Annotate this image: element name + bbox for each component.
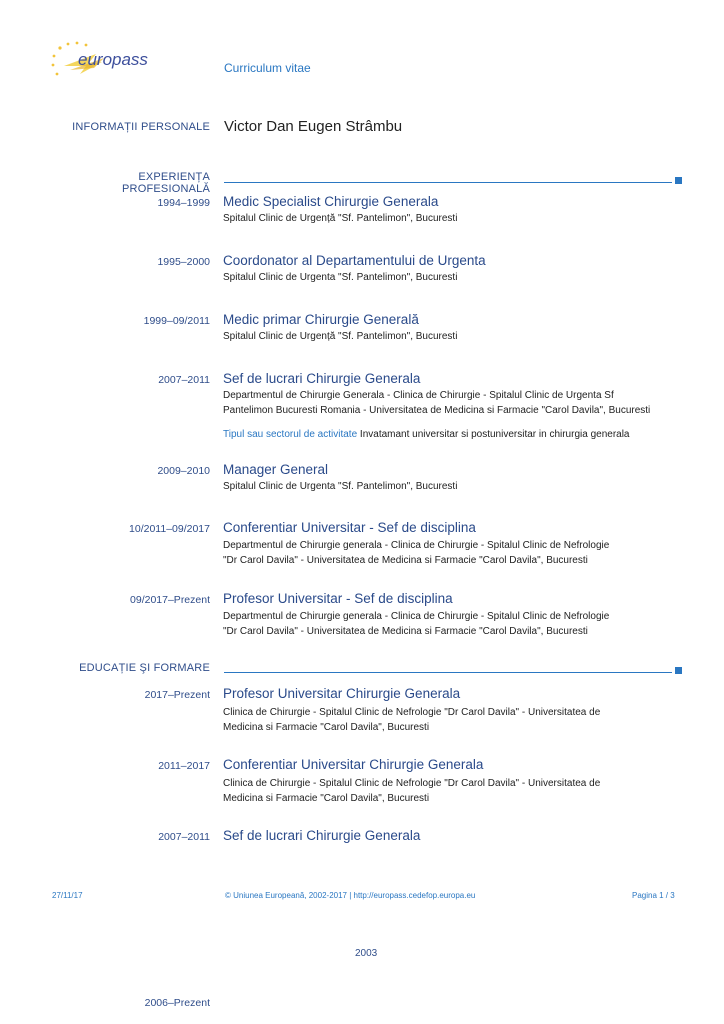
- experience-title: Conferentiar Universitar - Sef de disciplina: [223, 520, 476, 535]
- experience-date: 1994–1999: [157, 197, 210, 209]
- experience-date: 2009–2010: [157, 465, 210, 477]
- education-institution-line: Clinica de Chirurgie - Spitalul Clinic de Nefrologie "Dr Carol Davila" - Universitatea de: [223, 707, 601, 718]
- education-title: Sef de lucrari Chirurgie Generala: [223, 828, 421, 843]
- next-page-year: 2003: [355, 948, 378, 959]
- education-institution-line: Medicina si Farmacie "Carol Davila", Bucuresti: [223, 722, 430, 733]
- footer-date: 27/11/17: [52, 891, 83, 900]
- person-name: Victor Dan Eugen Strâmbu: [224, 118, 403, 135]
- experience-sector: [223, 427, 703, 442]
- footer-page-number: Pagina 1 / 3: [632, 891, 675, 900]
- experience-employer: Spitalul Clinic de Urgență "Sf. Pantelimon", Bucuresti: [223, 213, 458, 224]
- experience-title: Medic primar Chirurgie Generală: [223, 312, 419, 327]
- personal-info-label: INFORMAȚII PERSONALE: [72, 121, 210, 133]
- experience-employer: Spitalul Clinic de Urgență "Sf. Pantelimon", Bucuresti: [223, 331, 458, 342]
- experience-employer: Spitalul Clinic de Urgenta "Sf. Pantelimon", Bucuresti: [223, 481, 458, 492]
- education-date: 2011–2017: [158, 760, 210, 772]
- document-title: Curriculum vitae: [224, 61, 311, 75]
- footer-copyright[interactable]: © Uniunea Europeană, 2002-2017 | http://europass.cedefop.europa.eu: [225, 891, 476, 900]
- experience-divider-square: [675, 177, 682, 184]
- education-date: 2007–2011: [158, 831, 210, 843]
- experience-date: 1999–09/2011: [143, 315, 210, 327]
- experience-title: Coordonator al Departamentului de Urgenta: [223, 253, 486, 268]
- education-institution-line: Clinica de Chirurgie - Spitalul Clinic de Nefrologie "Dr Carol Davila" - Universitatea de: [223, 778, 601, 789]
- experience-date: 09/2017–Prezent: [130, 594, 210, 606]
- experience-employer-line: Departmentul de Chirurgie generala - Clinica de Chirurgie - Spitalul Clinic de Nefrologie: [223, 611, 610, 622]
- experience-employer: Spitalul Clinic de Urgenta "Sf. Pantelimon", Bucuresti: [223, 272, 458, 283]
- education-date: 2017–Prezent: [144, 689, 210, 701]
- education-institution-line: Medicina si Farmacie "Carol Davila", Bucuresti: [223, 793, 430, 804]
- experience-title: Sef de lucrari Chirurgie Generala: [223, 371, 421, 386]
- next-page-date: 2006–Prezent: [144, 997, 210, 1009]
- experience-date: 1995–2000: [157, 256, 210, 268]
- education-divider: [224, 672, 672, 673]
- experience-title: Medic Specialist Chirurgie Generala: [223, 194, 439, 209]
- education-title: Conferentiar Universitar Chirurgie Generala: [223, 757, 484, 772]
- experience-employer-line: Departmentul de Chirurgie Generala - Clinica de Chirurgie - Spitalul Clinic de Urgenta Sf: [223, 390, 614, 401]
- experience-section-label: EXPERIENȚA PROFESIONALĂ: [122, 171, 210, 195]
- logo-europass-text: europass: [78, 50, 148, 69]
- experience-employer-line: "Dr Carol Davila" - Universitatea de Medicina si Farmacie "Carol Davila", Bucuresti: [223, 626, 588, 637]
- education-section-label: EDUCAȚIE ŞI FORMARE: [79, 662, 210, 674]
- sector-value: Invatamant universitar si postuniversitar in chirurgia generala: [359, 429, 630, 440]
- education-title: Profesor Universitar Chirurgie Generala: [223, 686, 461, 701]
- experience-date: 10/2011–09/2017: [129, 523, 210, 535]
- experience-divider: [224, 182, 672, 183]
- experience-employer-line: Departmentul de Chirurgie generala - Clinica de Chirurgie - Spitalul Clinic de Nefrologie: [223, 540, 610, 551]
- experience-employer-line: Pantelimon Bucuresti Romania - Universitatea de Medicina si Farmacie "Carol Davila", Bucuresti: [223, 405, 651, 416]
- sector-label: Tipul sau sectorul de activitate: [223, 429, 358, 440]
- experience-title: Manager General: [223, 462, 329, 477]
- experience-date: 2007–2011: [158, 374, 210, 386]
- experience-title: Profesor Universitar - Sef de disciplina: [223, 591, 453, 606]
- education-divider-square: [675, 667, 682, 674]
- experience-employer-line: "Dr Carol Davila" - Universitatea de Medicina si Farmacie "Carol Davila", Bucuresti: [223, 555, 588, 566]
